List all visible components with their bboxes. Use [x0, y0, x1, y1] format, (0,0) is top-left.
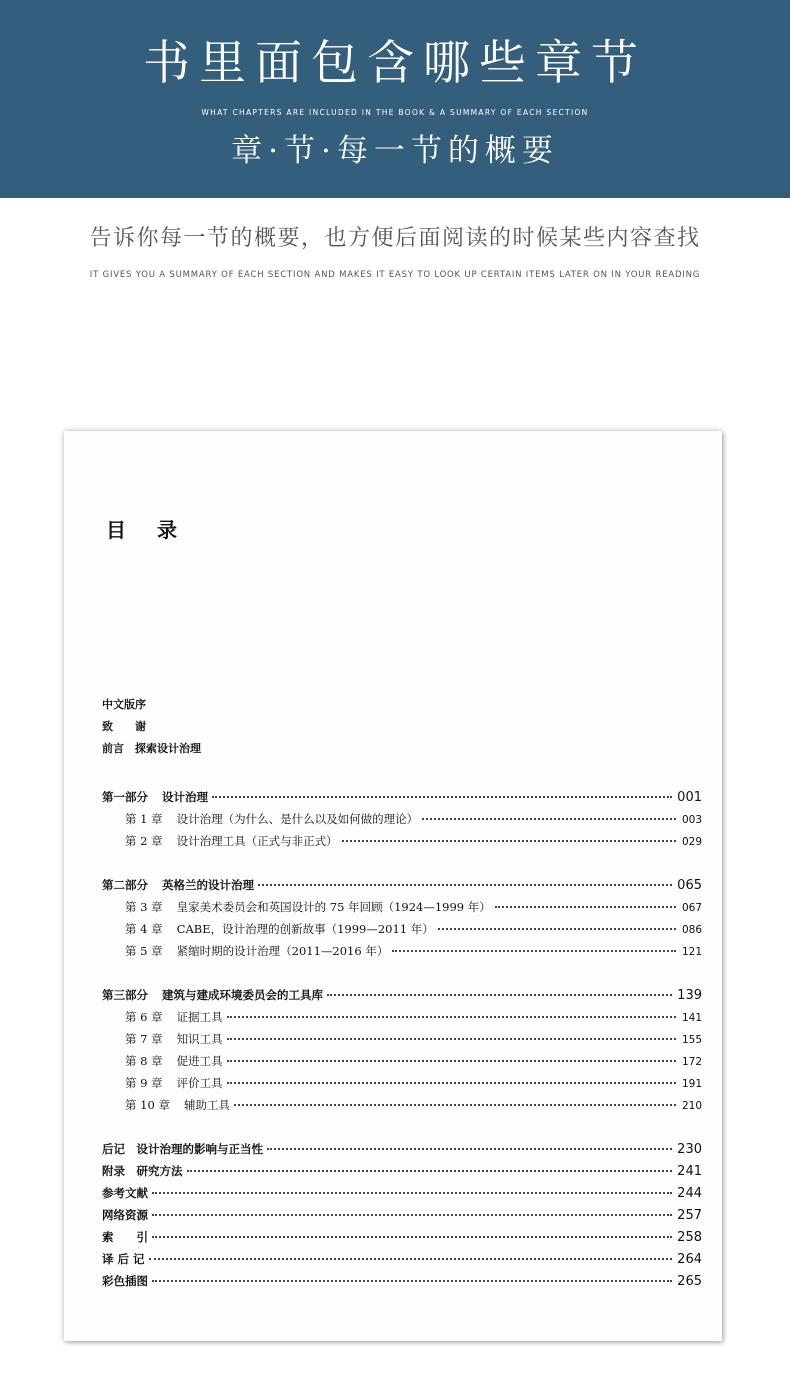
intro-text-english: IT GIVES YOU A SUMMARY OF EACH SECTION AND MAKES IT EASY TO LOOK UP CERTAIN ITEMS LATER ON IN YOUR READING [89, 270, 701, 280]
back-matter-title: 网络资源 [102, 1208, 148, 1222]
part-label: 第一部分 [102, 790, 148, 804]
toc-back-row [102, 1206, 702, 1225]
toc-chapter-row [125, 832, 702, 851]
toc-part-row [102, 788, 702, 807]
toc-back-row [102, 1162, 702, 1181]
toc-back-row [102, 1140, 702, 1159]
back-matter-page-number: 264 [677, 1252, 702, 1267]
chapter-page-number: 191 [681, 1078, 702, 1090]
toc-heading: 目 录 [106, 518, 189, 542]
toc-chapter-row [125, 898, 702, 917]
dot-leader [152, 1192, 672, 1194]
chapter-title: 皇家美术委员会和英国设计的 75 年回顾（1924—1999 年） [176, 900, 491, 914]
chapter-label: 第 1 章 [125, 812, 163, 826]
front-matter-foreword: 前言 探索设计治理 [102, 742, 201, 755]
chapter-title: 设计治理（为什么、是什么以及如何做的理论） [176, 812, 419, 826]
part-page-number: 065 [677, 878, 702, 893]
chapter-label: 第 8 章 [125, 1054, 163, 1068]
dot-leader [267, 1148, 672, 1150]
dot-leader [187, 1170, 673, 1172]
toc-chapter-row [125, 1074, 702, 1093]
toc-part-row [102, 876, 702, 895]
toc-chapter-row [125, 810, 702, 829]
dot-leader [495, 906, 676, 908]
back-matter-title: 参考文献 [102, 1186, 148, 1200]
chapter-title: 评价工具 [176, 1076, 223, 1090]
back-matter-page-number: 258 [677, 1230, 702, 1245]
toc-chapter-row [125, 920, 702, 939]
dot-leader [152, 1214, 672, 1216]
banner-title: 书里面包含哪些章节 [143, 36, 647, 91]
chapter-page-number: 141 [681, 1012, 702, 1024]
chapter-page-number: 003 [681, 814, 702, 826]
back-matter-title: 索 引 [102, 1230, 148, 1244]
front-matter-preface: 中文版序 [102, 698, 146, 711]
chapter-label: 第 7 章 [125, 1032, 163, 1046]
front-matter-acknowledgements: 致 谢 [102, 720, 146, 733]
back-matter-title: 附录 研究方法 [102, 1164, 183, 1178]
back-matter-page-number: 265 [677, 1274, 702, 1289]
chapter-title: 证据工具 [176, 1010, 223, 1024]
chapter-page-number: 172 [681, 1056, 702, 1068]
banner-subtitle: WHAT CHAPTERS ARE INCLUDED IN THE BOOK & A SUMMARY OF EACH SECTION [201, 108, 589, 117]
chapter-label: 第 3 章 [125, 900, 163, 914]
toc-page-photo [64, 431, 722, 1341]
dot-leader [258, 884, 672, 886]
back-matter-title: 彩色插图 [102, 1274, 148, 1288]
part-title: 设计治理 [162, 790, 208, 804]
dot-leader [227, 1060, 676, 1062]
chapter-page-number: 029 [681, 836, 702, 848]
dot-leader [227, 1082, 676, 1084]
back-matter-page-number: 230 [677, 1142, 702, 1157]
chapter-title: 辅助工具 [183, 1098, 230, 1112]
chapter-page-number: 121 [681, 946, 702, 958]
chapter-label: 第 6 章 [125, 1010, 163, 1024]
toc-chapter-row [125, 1096, 702, 1115]
part-title: 建筑与建成环境委员会的工具库 [162, 988, 323, 1002]
dot-leader [152, 1280, 672, 1282]
chapter-label: 第 4 章 [125, 922, 163, 936]
part-label: 第二部分 [102, 878, 148, 892]
chapter-page-number: 210 [681, 1100, 702, 1112]
dot-leader [392, 950, 676, 952]
chapter-page-number: 155 [681, 1034, 702, 1046]
part-page-number: 001 [677, 790, 702, 805]
chapter-label: 第 2 章 [125, 834, 163, 848]
toc-chapter-row [125, 1008, 702, 1027]
back-matter-title: 译 后 记 [102, 1252, 145, 1266]
chapter-title: 设计治理工具（正式与非正式） [176, 834, 338, 848]
back-matter-title: 后记 设计治理的影响与正当性 [102, 1142, 263, 1156]
chapter-label: 第 5 章 [125, 944, 163, 958]
chapter-page-number: 086 [681, 924, 702, 936]
back-matter-page-number: 244 [677, 1186, 702, 1201]
chapter-label: 第 9 章 [125, 1076, 163, 1090]
chapter-title: CABE，设计治理的创新故事（1999—2011 年） [176, 922, 434, 936]
toc-back-row [102, 1272, 702, 1291]
chapter-label: 第 10 章 [125, 1098, 170, 1112]
chapter-title: 知识工具 [176, 1032, 223, 1046]
dot-leader [438, 928, 676, 930]
part-page-number: 139 [677, 988, 702, 1003]
dot-leader [327, 994, 672, 996]
header-banner [0, 0, 790, 198]
chapter-title: 紧缩时期的设计治理（2011—2016 年） [176, 944, 389, 958]
intro-text-chinese: 告诉你每一节的概要，也方便后面阅读的时候某些内容查找 [89, 226, 701, 251]
dot-leader [227, 1016, 676, 1018]
toc-back-row [102, 1228, 702, 1247]
toc-chapter-row [125, 942, 702, 961]
part-label: 第三部分 [102, 988, 148, 1002]
banner-tagline: 章·节·每一节的概要 [231, 133, 559, 169]
dot-leader [212, 796, 672, 798]
chapter-page-number: 067 [681, 902, 702, 914]
back-matter-page-number: 241 [677, 1164, 702, 1179]
toc-chapter-row [125, 1052, 702, 1071]
toc-back-row [102, 1184, 702, 1203]
chapter-title: 促进工具 [176, 1054, 223, 1068]
dot-leader [149, 1258, 672, 1260]
toc-part-row [102, 986, 702, 1005]
dot-leader [227, 1038, 676, 1040]
toc-back-row [102, 1250, 702, 1269]
dot-leader [422, 818, 676, 820]
dot-leader [234, 1104, 676, 1106]
dot-leader [342, 840, 676, 842]
back-matter-page-number: 257 [677, 1208, 702, 1223]
part-title: 英格兰的设计治理 [162, 878, 254, 892]
dot-leader [152, 1236, 672, 1238]
toc-chapter-row [125, 1030, 702, 1049]
